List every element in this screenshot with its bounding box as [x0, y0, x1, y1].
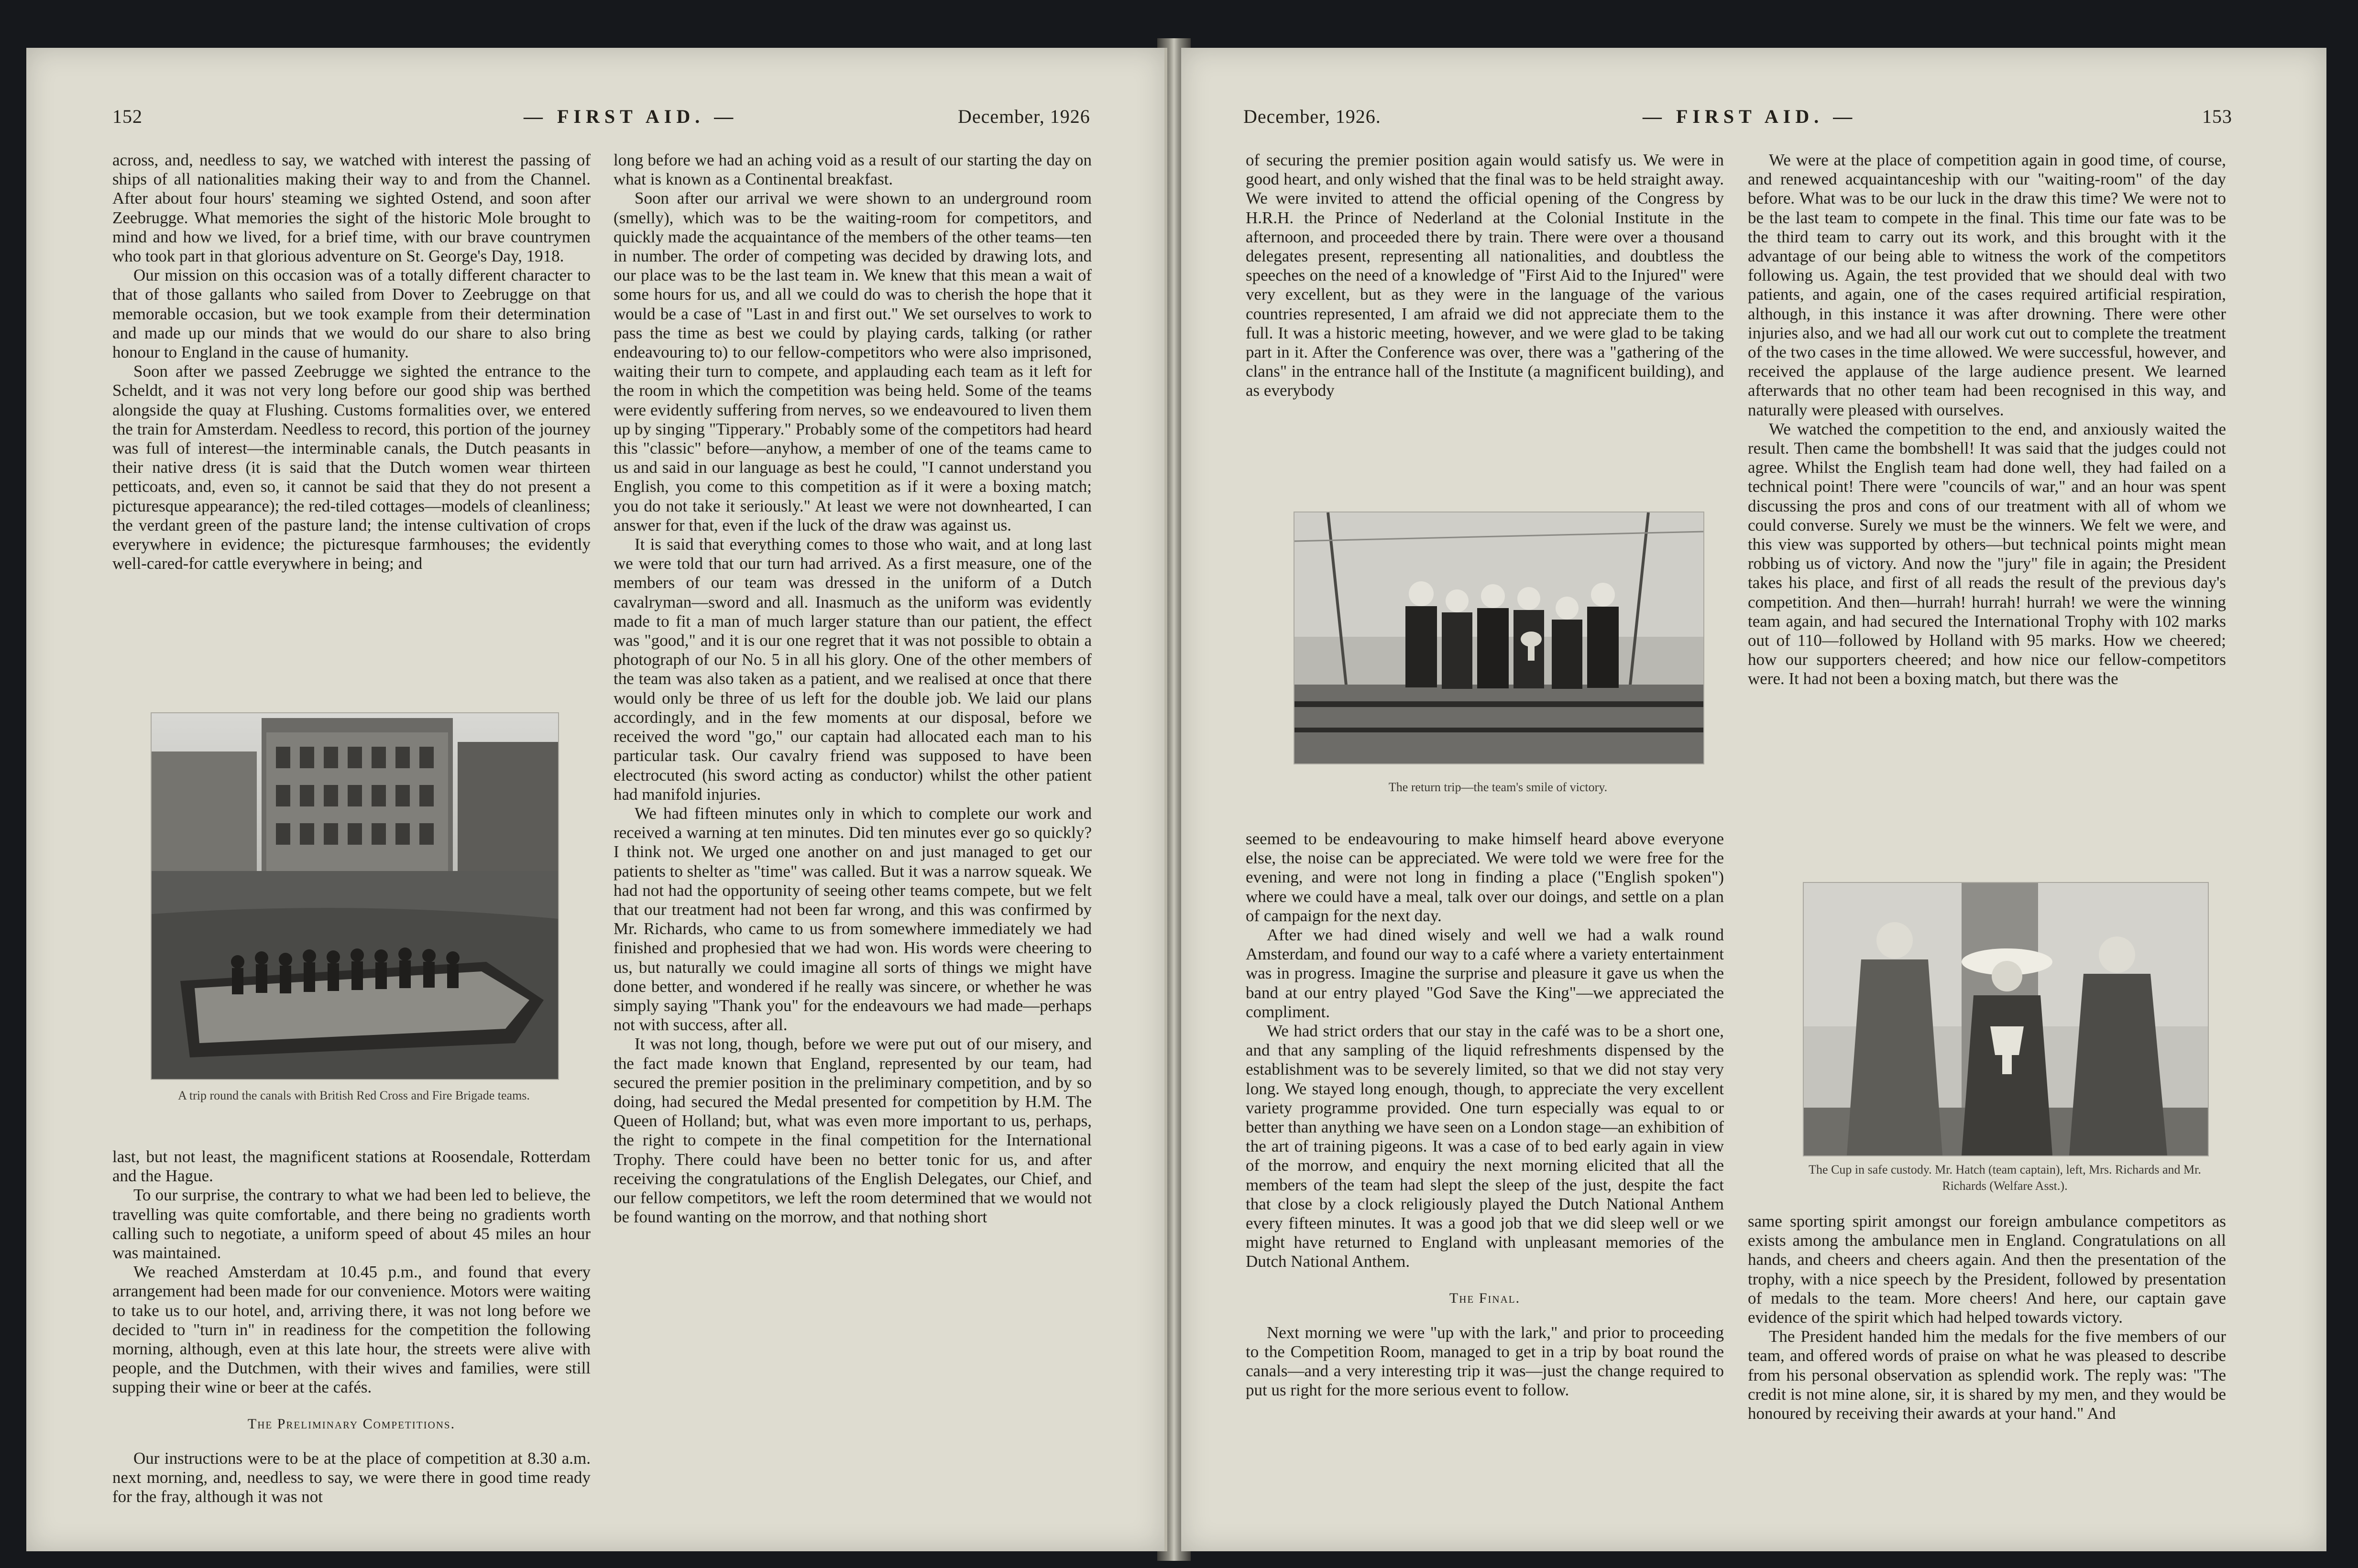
paragraph: seemed to be endeavouring to make himself heard above everyone else, the noise can be appreciated. We were told we were free for the evening, and were not long in finding a place ("English spoken") where we could have a meal, talk over our doings, and settle on a plan of campaign for the next day.	[1246, 829, 1724, 925]
cup-photo	[1803, 882, 2209, 1156]
paragraph: Soon after we passed Zeebrugge we sighted the entrance to the Scheldt, and it was not very long before our good ship was berthed alongside the quay at Flushing. Customs formalities over, we entered the train for Amsterdam. Needless to record, this portion of the journey was full of interest—the interminable canals, the Dutch peasants in their native dress (it is said that the Dutch women wear thirteen petticoats, and, even so, it cannot be said that they do not present a picturesque appearance); the red-tiled cottages—models of cleanliness; the verdant green of the pasture land; the intense cultivation of crops everywhere in evidence; the picturesque farmhouses; the evidently well-cared-for cattle everywhere in being; and	[112, 362, 591, 573]
right-column-2-top	[1748, 151, 2226, 689]
right-column-1-bottom	[1246, 829, 1724, 1400]
paragraph: We watched the competition to the end, and anxiously waited the result. Then came the bombshell! It was said that the judges could not agree. Whilst the English team had done well, they had failed on a technical point! There were "councils of war," and an hour was spent discussing the pros and cons of our treatment with all of whom we could converse. Surely we must be the winners. We felt we were, and this view was supported by others—but technical points might mean robbing us of victory. And now the "jury" file in again; the President takes his place, and first of all reads the result of the previous day's competition. And then—hurrah! hurrah! hurrah! we were the winning team again, and had secured the International Trophy with 102 marks out of 110—followed by Holland with 95 marks. How we cheered; how our supporters cheered; and how nice our fellow-competitors were. It had not been a boxing match, but there was the	[1748, 419, 2226, 688]
page-number: 152	[112, 106, 143, 127]
paragraph: It was not long, though, before we were put out of our misery, and the fact made known that England, represented by our team, had secured the premier position in the preliminary competition, and by so doing, had secured the Medal presented for competition by H.M. The Queen of Holland; but, what was even more important to us, perhaps, the right to compete in the final competition for the International Trophy. There could have been no better tonic for us, and after receiving the congratulations of the English Delegates, our Chief, and our fellow competitors, we left the room determined that we would not be found wanting on the morrow, and that nothing short	[614, 1034, 1092, 1227]
paragraph: Our instructions were to be at the place of competition at 8.30 a.m. next morning, and, needless to say, we were there in good time ready for the fray, although it was not	[112, 1448, 591, 1506]
paragraph: We had strict orders that our stay in the café was to be a short one, and that any sampling of the liquid refreshments dispensed by the establishment was to be severely limited, so that we did not stay very long. We stayed long enough, though, to appreciate the very excellent variety programme provided. One turn especially was equal to or better than anything we have seen on a London stage—an exhibition of the art of training pigeons. It was a case of to bed early again in view of the morrow, and enquiry the next morning elicited that all the members of the team had slept the sleep of the just, despite the fact that close by a clock religiously played the Dutch National Anthem every fifteen minutes. It was a good job that we did sleep well or we might have returned to England with unpleasant memories of the Dutch National Anthem.	[1246, 1022, 1724, 1271]
paragraph: The President handed him the medals for the five members of our team, and offered words of praise on what he was pleased to describe from his personal observation as splendid work. The reply was: "The credit is not mine alone, sir, it is shared by my men, and they would be honoured by receiving their awards at your hand." And	[1748, 1327, 2226, 1423]
left-page	[26, 48, 1167, 1551]
paragraph: across, and, needless to say, we watched with interest the passing of ships of all nationalities making their way to and from the Channel. After about four hours' steaming we sighted Ostend, and soon after Zeebrugge. What memories the sight of the historic Mole brought to mind and how we lived, for a brief time, with our brave countrymen who took part in that glorious adventure on St. George's Day, 1918.	[112, 151, 591, 266]
right-column-2-bottom	[1748, 1212, 2226, 1423]
cup-caption: The Cup in safe custody. Mr. Hatch (team captain), left, Mrs. Richards and Mr. Richards (Welfare Asst.).	[1809, 1163, 2201, 1193]
paragraph: last, but not least, the magnificent stations at Roosendale, Rotterdam and the Hague.	[112, 1147, 591, 1186]
running-title: — FIRST AID. —	[1643, 106, 1857, 127]
running-date: December, 1926	[958, 106, 1090, 127]
left-column-1-bottom	[112, 1147, 591, 1506]
paragraph: Soon after our arrival we were shown to an underground room (smelly), which was to be the waiting-room for competitors, and quickly made the acquaintance of the members of the other teams—ten in number. The order of competing was decided by drawing lots, and our place was to be the last team in. We knew that this mean a wait of some hours for us, and all we could do was to cherish the hope that it would be a case of "Last in and first out." We set ourselves to work to pass the time as best we could by playing cards, talking (or rather endeavouring to) to our fellow-competitors who were also imprisoned, waiting their turn to compete, and applauding each team as it left for the room in which the competition was being held. Some of the teams were evidently suffering from nerves, so we endeavoured to liven them up by singing "Tipperary." Probably some of the competitors had heard this "classic" before—anyhow, a member of one of the teams came to us and said in our language as best he could, "I cannot understand you English, you come to this competition as if it were a boxing match; you do not take it seriously." At least we were not downhearted, I can answer for that, even if the luck of the draw was against us.	[614, 189, 1092, 534]
paragraph: Our mission on this occasion was of a totally different character to that of those gallants who sailed from Dover to Zeebrugge on that memorable occasion, but we took example from their determination and made up our minds that we would do our share to also bring honour to England in the cause of humanity.	[112, 266, 591, 362]
paragraph: To our surprise, the contrary to what we had been led to believe, the travelling was quite comfortable, and there being no gradients worth calling such to negotiate, a uniform speed of about 45 miles an hour was maintained.	[112, 1186, 591, 1263]
right-column-1-top	[1246, 151, 1724, 401]
right-page	[1181, 48, 2326, 1551]
return-trip-caption: The return trip—the team's smile of victory.	[1388, 780, 1608, 794]
running-title: — FIRST AID. —	[524, 106, 738, 127]
paragraph: We were at the place of competition again in good time, of course, and renewed acquaintanceship with our "waiting-room" of the day before. What was to be our luck in the draw this time? We were not to be the last team to compete in the final. This time our fate was to be the third team to carry out its work, and this brought with it the advantage of our being able to witness the work of the competitors following us. Again, the test provided that we should deal with two patients, and again, one of the cases required artificial respiration, although, in this instance it was after drowning. There were other injuries also, and we had all our work cut out to complete the treatment of the two cases in the time allowed. We were successful, however, and received the applause of the large audience present. We learned afterwards that no other team had been recognised in this way, and naturally were pleased with ourselves.	[1748, 151, 2226, 419]
return-trip-photo	[1294, 512, 1704, 764]
paragraph: We reached Amsterdam at 10.45 p.m., and found that every arrangement had been made for our convenience. Motors were waiting to take us to our hotel, and, arriving there, it was not long before we decided to "turn in" in readiness for the competition the following morning, although, even at this late hour, the streets were alive with people, and the Dutchmen, with their wives and families, were still supping their wine or beer at the cafés.	[112, 1263, 591, 1397]
paragraph: Next morning we were "up with the lark," and prior to proceeding to the Competition Room, managed to get in a trip by boat round the canals—and a very interesting trip it was—just the change required to put us right for the more serious event to follow.	[1246, 1323, 1724, 1400]
section-heading: The Preliminary Competitions.	[247, 1416, 456, 1432]
paragraph: same sporting spirit amongst our foreign ambulance competitors as exists among the ambulance men in England. Congratulations on all hands, and cheers and cheers again. And then the presentation of the trophy, with a nice speech by the President, followed by presentation of medals to the team. More cheers! And here, our captain gave evidence of the spirit which had helped towards victory.	[1748, 1212, 2226, 1327]
canal-trip-photo	[151, 712, 559, 1080]
page-number: 153	[2202, 106, 2232, 127]
section-heading: The Final.	[1449, 1290, 1521, 1306]
running-date: December, 1926.	[1243, 106, 1381, 127]
paragraph: We had fifteen minutes only in which to complete our work and received a warning at ten minutes. Did ten minutes ever go so quickly? I think not. We urged one another on and just managed to get our patients to shelter as "time" was called. But it was a narrow squeak. We had not had the opportunity of seeing other teams compete, but we felt that our treatment had not been far wrong, and this was confirmed by Mr. Richards, who came to us from somewhere immediately we had finished and prophesied that we had won. His words were cheering to us, but naturally we could imagine all sorts of things we might have done better, and wondered if he really was sincere, or whether he was simply saying "Thank you" for the endeavours we had made—perhaps not with success, after all.	[614, 804, 1092, 1034]
paragraph: of securing the premier position again would satisfy us. We were in good heart, and only wished that the final was to be held straight away. We were invited to attend the official opening of the Congress by H.R.H. the Prince of Nederland at the Colonial Institute in the afternoon, and proceeded there by train. There were over a thousand delegates present, representing all nationalities, and doubtless the speeches on the need of a knowledge of "First Aid to the Injured" were very excellent, but as they were in the language of the various countries represented, I am afraid we did not appreciate them to the full. It was a historic meeting, however, and we were glad to be taking part in it. After the Conference was over, there was a "gathering of the clans" in the entrance hall of the Institute (a magnificent building), and as everybody	[1246, 151, 1724, 400]
paragraph: After we had dined wisely and well we had a walk round Amsterdam, and found our way to a café where a variety entertainment was in progress. Imagine the surprise and pleasure it gave us when the band at our entry played "God Save the King"—we appreciated the compliment.	[1246, 926, 1724, 1021]
paragraph: long before we had an aching void as a result of our starting the day on what is known as a Continental breakfast.	[614, 151, 1092, 189]
left-column-1-top	[112, 151, 591, 573]
canal-trip-caption: A trip round the canals with British Red Cross and Fire Brigade teams.	[178, 1089, 530, 1102]
left-column-2	[614, 151, 1092, 1227]
paragraph: It is said that everything comes to those who wait, and at long last we were told that our turn had arrived. As a first measure, one of the members of our team was dressed in the uniform of a Dutch cavalryman—sword and all. Inasmuch as the uniform was evidently made to fit a man of much larger stature than our patient, the effect was "good," and it is our one regret that it was not possible to obtain a photograph of our No. 5 in all his glory. One of the other members of the team was also taken as a patient, and we realised at once that there would only be three of us left for the double job. We laid our plans accordingly, and in the few moments at our disposal, before we received the word "go," our captain had allocated each man to his particular task. Our cavalry friend was supposed to have been electrocuted (his sword acting as conductor) whilst the other patient had manifold injuries.	[614, 535, 1092, 804]
